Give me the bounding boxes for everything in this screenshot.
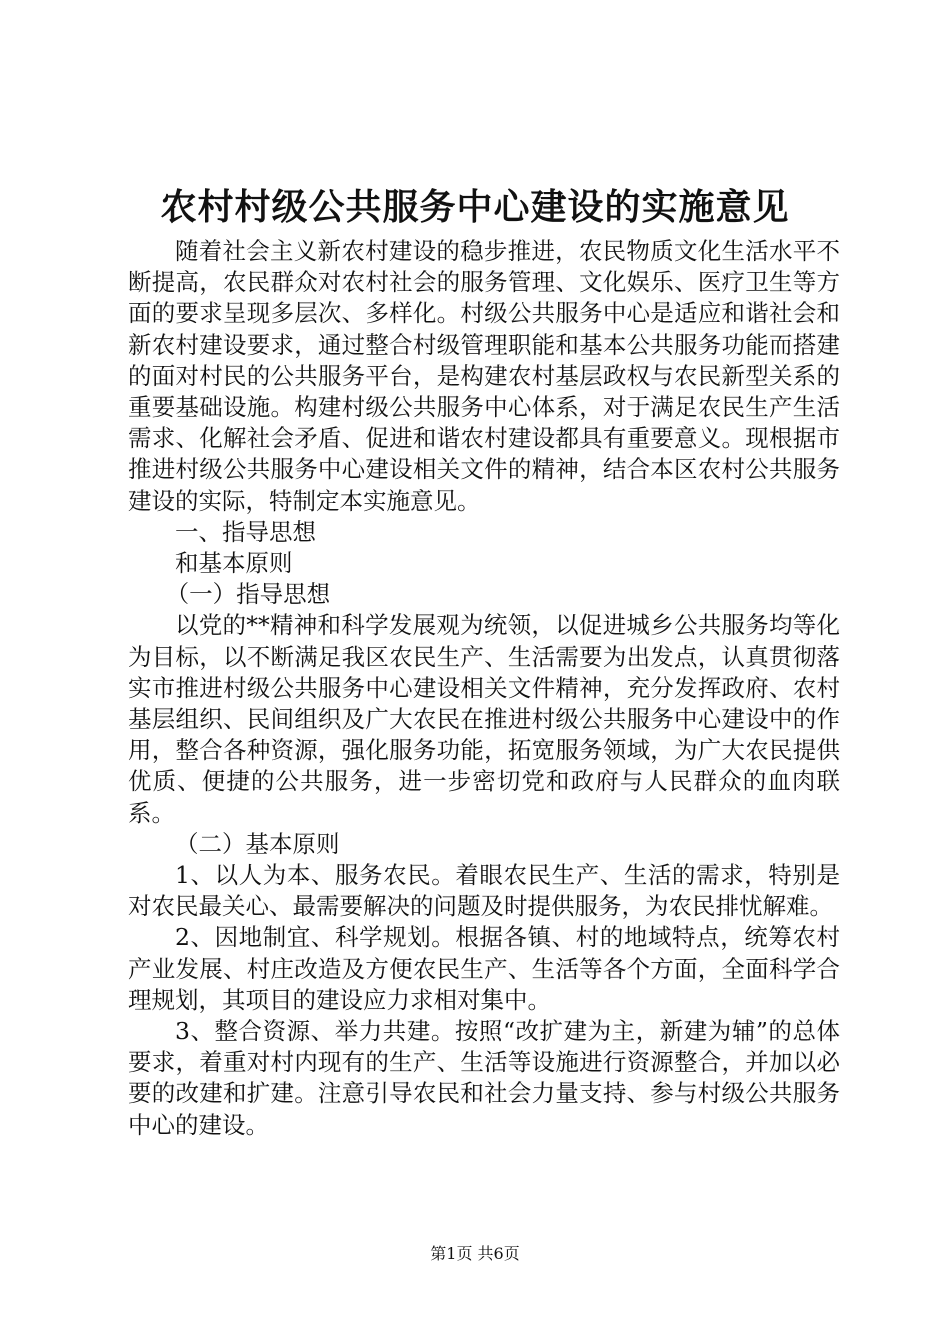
principle-paragraph-2: 2、因地制宜、科学规划。根据各镇、村的地域特点，统筹农村产业发展、村庄改造及方便农民生产、生活等各个方面，全面科学合理规划，其项目的建设应力求相对集中。 bbox=[128, 923, 840, 1014]
principle-paragraph-1: 1、以人为本、服务农民。着眼农民生产、生活的需求，特别是对农民最关心、最需要解决的问题及时提供服务，为农民排忧解难。 bbox=[128, 861, 840, 921]
document-body bbox=[128, 236, 840, 1141]
subsection-heading-basic-principles: （二）基本原则 bbox=[175, 829, 340, 858]
subsection-heading-guiding-thought: （一）指导思想 bbox=[165, 580, 331, 609]
intro-paragraph: 随着社会主义新农村建设的稳步推进，农民物质文化生活水平不断提高，农民群众对农村社会的服务管理、文化娱乐、医疗卫生等方面的要求呈现多层次、多样化。村级公共服务中心是适应和谐社会和新农村建设要求，通过整合村级管理职能和基本公共服务功能而搭建的面对村民的公共服务平台，是构建农村基层政权与农民新型关系的重要基础设施。构建村级公共服务中心体系，对于满足农民生产生活需求、化解社会矛盾、促进和谐农村建设都具有重要意义。现根据市推进村级公共服务中心建设相关文件的精神，结合本区农村公共服务建设的实际，特制定本实施意见。 bbox=[128, 237, 840, 515]
section-heading-principles: 和基本原则 bbox=[175, 549, 293, 578]
section-heading-guiding: 一、指导思想 bbox=[175, 517, 316, 546]
principle-paragraph-3: 3、整合资源、举力共建。按照“改扩建为主，新建为辅”的总体要求，着重对村内现有的生产、生活等设施进行资源整合，并加以必要的改建和扩建。注意引导农民和社会力量支持、参与村级公共服务中心的建设。 bbox=[128, 1017, 840, 1139]
document-title: 农村村级公共服务中心建设的实施意见 bbox=[160, 186, 790, 228]
guiding-thought-paragraph: 以党的**精神和科学发展观为统领，以促进城乡公共服务均等化为目标，以不断满足我区农民生产、生活需要为出发点，认真贯彻落实市推进村级公共服务中心建设相关文件精神，充分发挥政府、农村基层组织、民间组织及广大农民在推进村级公共服务中心建设中的作用，整合各种资源，强化服务功能，拓宽服务领域，为广大农民提供优质、便捷的公共服务，进一步密切党和政府与人民群众的血肉联系。 bbox=[128, 611, 840, 827]
page-footer: 第1页 共6页 bbox=[430, 1244, 520, 1263]
